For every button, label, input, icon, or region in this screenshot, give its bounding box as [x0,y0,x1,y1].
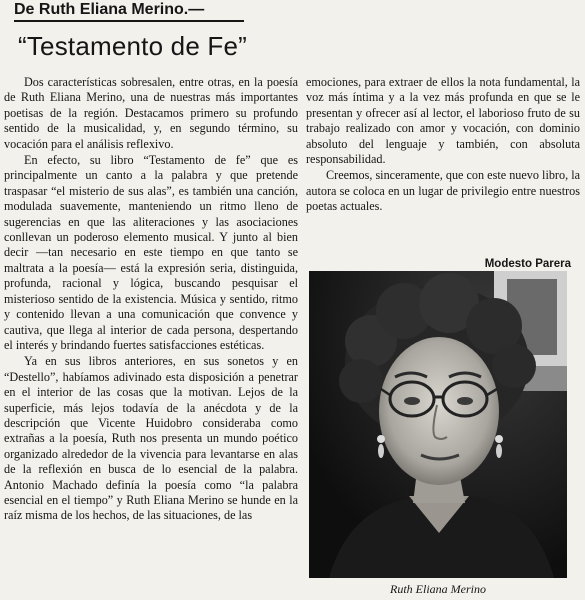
article-author: Modesto Parera [484,258,571,270]
paragraph: emociones, para extraer de ellos la nota fundamental, la voz más íntima y a la vez más profunda en que se le presentan y ofrecer así al lector, el laborioso fruto de su trabajo realizado con amor y vocación, con dominio absoluto del lenguaje y también, con absoluta responsabilidad. [306,75,580,167]
article-column-right [306,75,580,215]
photo-caption: Ruth Eliana Merino [390,582,486,596]
paragraph: Dos características sobresalen, entre otras, en la poesía de Ruth Eliana Merino, una de nuestras más importantes poetisas de la región. Destacamos primero su profundo sentido de la musicalidad, y, en segundo término, su vocación para el análisis reflexivo. [4,75,298,151]
author-portrait-photo [309,271,567,578]
article-headline: “Testamento de Fe” [18,31,248,61]
paragraph: En efecto, su libro “Testamento de fe” que es principalmente un canto a la palabra y que pretende traspasar “el misterio de sus alas”, es también una canción, modulada suavemente, manteniendo un ritmo lleno de sugerencias en que las aliteraciones y las asociaciones conllevan un poderoso elemento musical. Y junto al bien decir —tan necesario en este tiempo en que tanto se maltrata a la poesía— está la expresión seria, distinguida, profunda, racional y lógica, buscando pesquisar el misterioso sentido de la existencia. Música y sentido, ritmo y contenido llevan a una comunicación que convence y cautiva, que llega al interior de cada persona, despertando el interés y brindando fuertes satisfacciones estéticas. [4,153,298,352]
paragraph: Ya en sus libros anteriores, en sus sonetos y en “Destello”, habíamos adivinado esta disposición a penetrar en el interior de las cosas que la motivan. Lejos de la superficie, más lejos todavía de la anécdota y de la descripción que Vicente Huidobro consideraba como extrañas a la poesía, Ruth nos presenta un mundo poético organizado alrededor de la vivencia para levantarse en alas de la reflexión en busca de lo esencial de la palabra. Antonio Machado definía la poesía como “la palabra esencial en el tiempo” y Ruth Eliana Merino se hunde en la raíz misma de los hechos, de las situaciones, de las [4,354,298,523]
paragraph: Creemos, sinceramente, que con este nuevo libro, la autora se coloca en un lugar de privilegio entre nuestros poetas actuales. [306,168,580,214]
portrait-illustration [309,271,567,578]
article-column-left [4,75,298,600]
kicker-heading: De Ruth Eliana Merino.— [14,1,244,22]
